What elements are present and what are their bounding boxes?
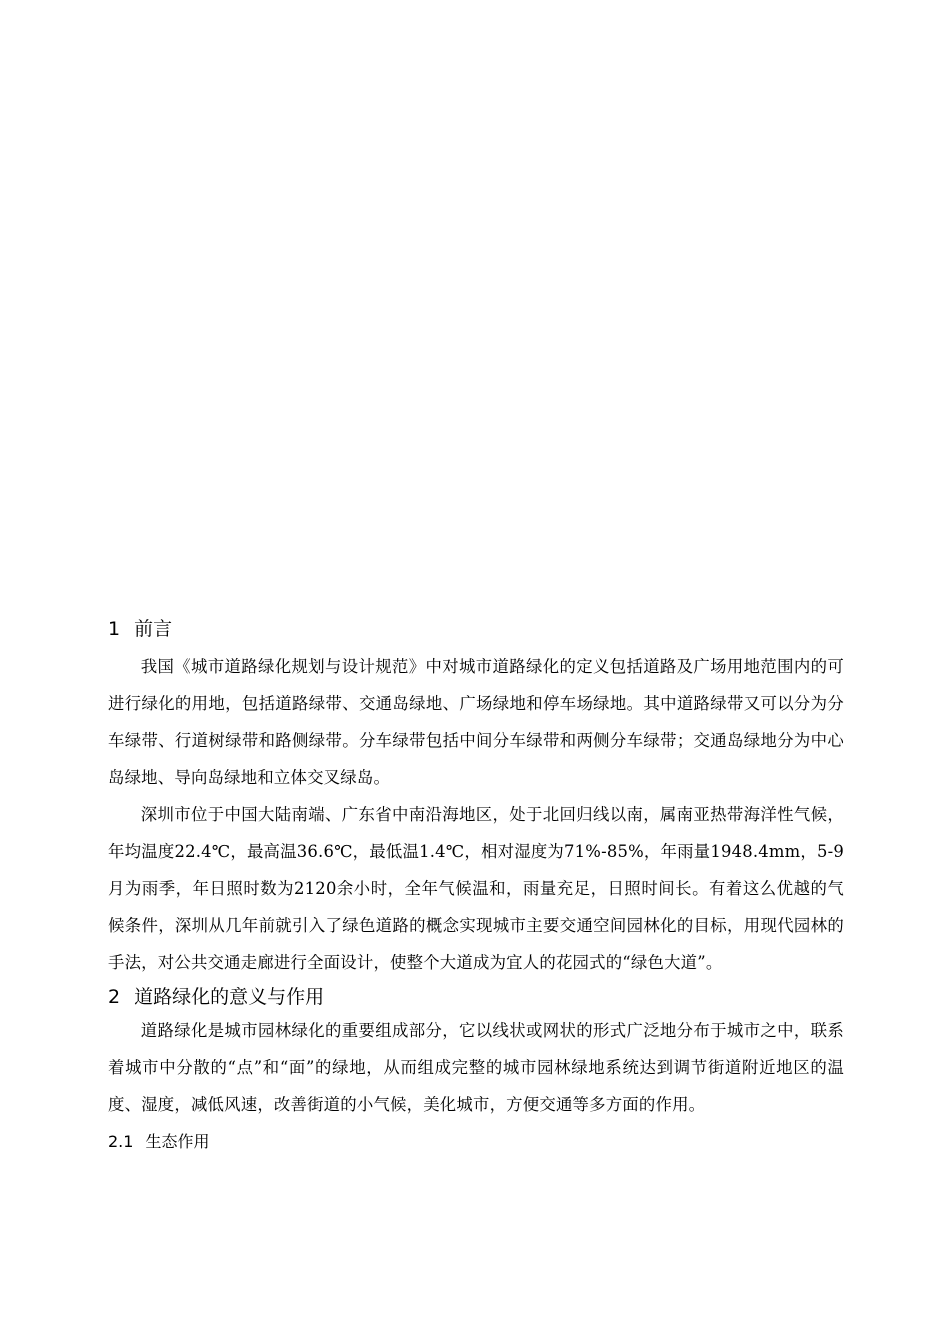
document-body bbox=[108, 614, 844, 1159]
subsection-title: 生态作用 bbox=[145, 1132, 210, 1151]
section-number: 2 bbox=[108, 986, 121, 1008]
paragraph: 道路绿化是城市园林绿化的重要组成部分，它以线状或网状的形式广泛地分布于城市之中，联系着城市中分散的“点”和“面”的绿地，从而组成完整的城市园林绿地系统达到调节街道附近地区的温度、湿度，减低风速，改善街道的小气候，美化城市，方便交通等多方面的作用。 bbox=[108, 1021, 844, 1114]
section-heading-intro bbox=[108, 614, 844, 644]
paragraph: 我国《城市道路绿化规划与设计规范》中对城市道路绿化的定义包括道路及广场用地范围内的可进行绿化的用地，包括道路绿带、交通岛绿地、广场绿地和停车场绿地。其中道路绿带又可以分为分车绿带、行道树绿带和路侧绿带。分车绿带包括中间分车绿带和两侧分车绿带；交通岛绿地分为中心岛绿地、导向岛绿地和立体交叉绿岛。 bbox=[108, 657, 844, 787]
section-title: 前言 bbox=[134, 618, 173, 640]
subsection-number: 2.1 bbox=[108, 1132, 134, 1151]
subsection-heading-ecology bbox=[108, 1125, 844, 1159]
paragraph: 深圳市位于中国大陆南端、广东省中南沿海地区，处于北回归线以南，属南亚热带海洋性气候，年均温度22.4℃，最高温36.6℃，最低温1.4℃，相对湿度为71%-85%，年雨量1948.4mm，5-9月为雨季，年日照时数为2120余小时，全年气候温和，雨量充足，日照时间长。有着这么优越的气候条件，深圳从几年前就引入了绿色道路的概念实现城市主要交通空间园林化的目标，用现代园林的手法，对公共交通走廊进行全面设计，使整个大道成为宜人的花园式的“绿色大道”。 bbox=[108, 805, 844, 972]
section-number: 1 bbox=[108, 618, 121, 640]
section-title: 道路绿化的意义与作用 bbox=[134, 986, 325, 1008]
section-heading-significance bbox=[108, 982, 844, 1012]
